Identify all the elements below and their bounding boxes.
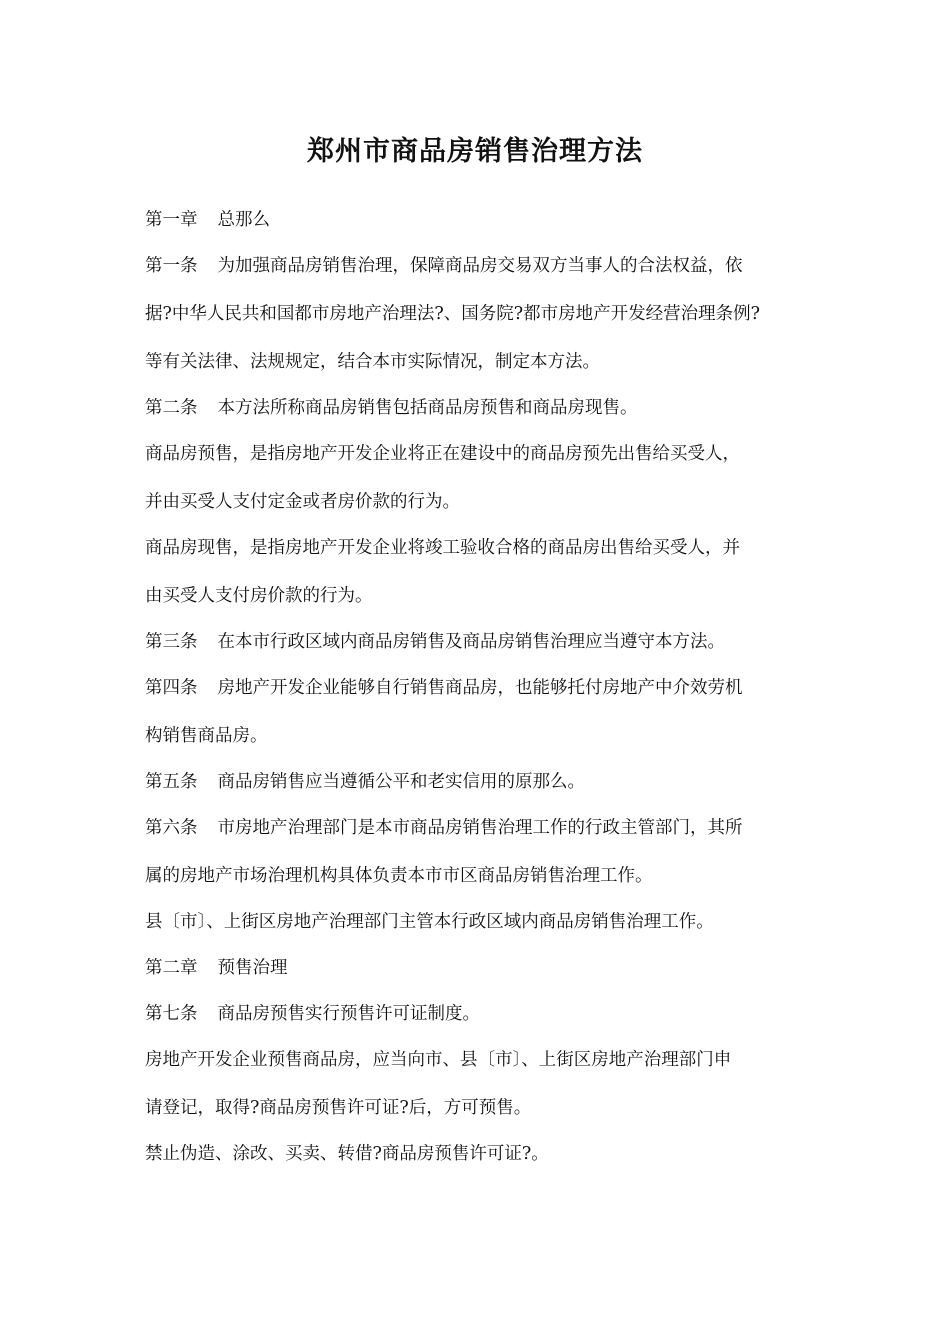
paragraph-line (145, 345, 825, 380)
paragraph-line (145, 297, 825, 332)
line-text: 房地产开发企业能够自行销售商品房，也能够托付房地产中介效劳机 (217, 678, 743, 698)
paragraph-line (145, 437, 825, 472)
line-text: 请登记，取得?商品房预售许可证?后，方可预售。 (145, 1098, 532, 1118)
line-text: 预售治理 (217, 958, 288, 978)
line-text: 并由买受人支付定金或者房价款的行为。 (145, 492, 460, 512)
article-line (145, 765, 825, 800)
line-text: 由买受人支付房价款的行为。 (145, 586, 373, 606)
article-line (145, 671, 825, 706)
line-text: 商品房预售，是指房地产开发企业将正在建设中的商品房预先出售给买受人， (145, 444, 740, 464)
article-line (145, 997, 825, 1032)
paragraph-line (145, 531, 825, 566)
line-text: 本方法所称商品房销售包括商品房预售和商品房现售。 (217, 398, 638, 418)
paragraph-line (145, 485, 825, 520)
article-line (145, 625, 825, 660)
line-text: 在本市行政区域内商品房销售及商品房销售治理应当遵守本方法。 (217, 632, 725, 652)
line-label: 第一章 (145, 210, 198, 230)
line-label: 第四条 (145, 678, 198, 698)
line-text: 商品房现售，是指房地产开发企业将竣工验收合格的商品房出售给买受人，并 (145, 538, 740, 558)
line-text: 属的房地产市场治理机构具体负责本市市区商品房销售治理工作。 (145, 866, 653, 886)
line-text: 据?中华人民共和国都市房地产治理法?、国务院?都市房地产开发经营治理条例? (145, 304, 761, 324)
line-text: 商品房预售实行预售许可证制度。 (217, 1004, 480, 1024)
chapter-heading (145, 951, 825, 986)
line-label: 第一条 (145, 256, 198, 276)
paragraph-line (145, 1043, 825, 1078)
line-text: 禁止伪造、涂改、买卖、转借?商品房预售许可证?。 (145, 1144, 549, 1164)
line-text: 总那么 (217, 210, 270, 230)
article-line (145, 391, 825, 426)
paragraph-line (145, 719, 825, 754)
article-line (145, 811, 825, 846)
line-label: 第五条 (145, 772, 198, 792)
line-label: 第七条 (145, 1004, 198, 1024)
paragraph-line (145, 1137, 825, 1172)
line-text: 商品房销售应当遵循公平和老实信用的原那么。 (217, 772, 585, 792)
line-text: 市房地产治理部门是本市商品房销售治理工作的行政主管部门，其所 (217, 818, 743, 838)
article-line (145, 249, 825, 284)
line-text: 等有关法律、法规规定，结合本市实际情况，制定本方法。 (145, 352, 600, 372)
document-body (145, 203, 825, 1183)
chapter-heading (145, 203, 825, 238)
line-label: 第三条 (145, 632, 198, 652)
line-text: 县〔市〕、上街区房地产治理部门主管本行政区域内商品房销售治理工作。 (145, 912, 714, 932)
line-text: 房地产开发企业预售商品房，应当向市、县〔市〕、上街区房地产治理部门申 (145, 1050, 732, 1070)
paragraph-line (145, 1091, 825, 1126)
document-title: 郑州市商品房销售治理方法 (307, 136, 643, 167)
paragraph-line (145, 579, 825, 614)
line-label: 第六条 (145, 818, 198, 838)
paragraph-line (145, 905, 825, 940)
line-label: 第二条 (145, 398, 198, 418)
line-label: 第二章 (145, 958, 198, 978)
line-text: 构销售商品房。 (145, 726, 268, 746)
paragraph-line (145, 859, 825, 894)
line-text: 为加强商品房销售治理，保障商品房交易双方当事人的合法权益，依 (217, 256, 743, 276)
